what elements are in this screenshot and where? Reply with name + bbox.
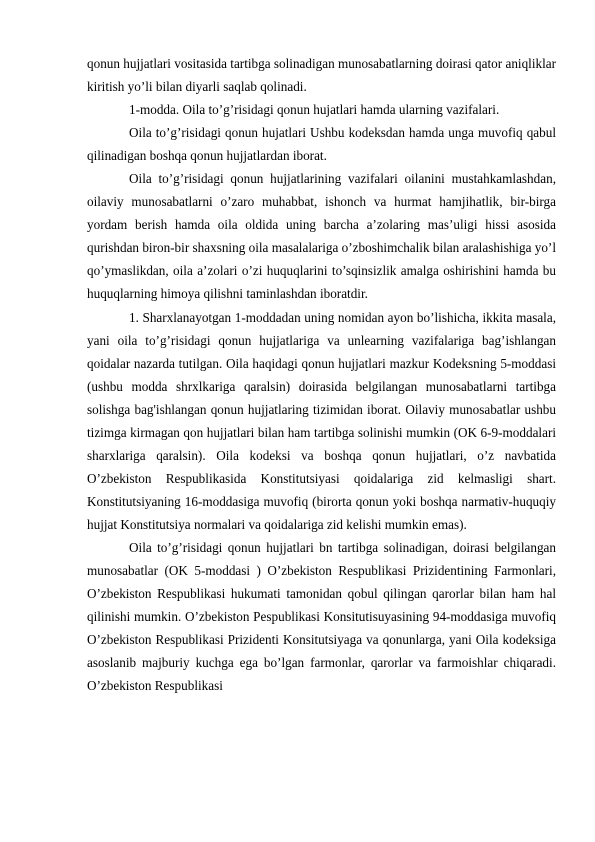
paragraph-article-heading: 1-modda. Oila to’g’risidagi qonun hujatlari hamda ularning vazifalari. xyxy=(129,102,500,118)
paragraph-commentary-2: Oila to’g’risidagi qonun hujjatlari bn tartibga solinadigan, doirasi belgilangan munosabatlar (OK 5-moddasi ) O’zbekiston Respublikasi Prizidentining Farmonlari, O’zbekiston Respublikasi hukumati tamonidan qobul qilingan qarorlar bilan ham hal qilinishi mumkin. O’zbekiston Pespublikasi Konsitutisuyasining 94-moddasiga muvofiq O’zbekiston Respublikasi Prizidenti Konsitutsiyaga va qonunlarga, yani Oila kodeksiga asoslanib majburiy kuchga ega bo’lgan farmonlar, qarorlar va farmoishlar chiqaradi. O’zbekiston Respublikasi xyxy=(87,539,556,694)
paragraph-article-tasks: Oila to’g’risidagi qonun hujjatlarining vazifalari oilanini mustahkamlashdan, oilaviy munosabatlarni o’zaro muhabbat, ishonch va hurmat hamjihatlik, bir-birga yordam berish hamda oila oldida uning barcha a’zolaring mas’uligi hissi asosida qurishdan biron-bir shaxsning oila masalalariga o’zboshimchalik bilan aralashishiga yo’l qo’ymaslikdan, oila a’zolari o’zi huquqlarini to’sqinsizlik amalga oshirishini hamda bu huquqlarning himoya qilishni taminlashdan iboratdir. xyxy=(87,171,556,302)
document-body xyxy=(87,52,556,697)
paragraph-commentary-1: 1. Sharxlanayotgan 1-moddadan uning nomidan ayon bo’lishicha, ikkita masala, yani oila to’g’risidagi qonun hujjatlariga va unlearning vazifalariga bag’ishlangan qoidalar nazarda tutilgan. Oila haqidagi qonun hujjatlari mazkur Kodeksning 5-moddasi (ushbu modda shrxlkariga qaralsin) doirasida belgilangan munosabatlarni tartibga solishga bag'ishlangan qonun hujjatlaring tizimidan iborat. Oilaviy munosabatlar ushbu tizimga kirmagan qon hujjatlari bilan ham tartibga solinishi mumkin (OK 6-9-moddalari sharxlariga qaralsin). Oila kodeksi va boshqa qonun hujjatlari, o’z navbatida O’zbekiston Respublikasida Konstitutsiyasi qoidalariga zid kelmasligi shart. Konstitutsiyaning 16-moddasiga muvofiq (birorta qonun yoki boshqa narmativ-huquqiy hujjat Konstitutsiya normalari va qoidalariga zid kelishi mumkin emas). xyxy=(87,309,556,532)
paragraph-continuation: qonun hujjatlari vositasida tartibga solinadigan munosabatlarning doirasi qator aniqliklar kiritish yo’li bilan diyarli saqlab qolinadi. xyxy=(87,56,556,95)
paragraph-article-definition: Oila to’g’risidagi qonun hujatlari Ushbu kodeksdan hamda unga muvofiq qabul qilinadigan boshqa qonun hujjatlardan iborat. xyxy=(87,125,556,164)
